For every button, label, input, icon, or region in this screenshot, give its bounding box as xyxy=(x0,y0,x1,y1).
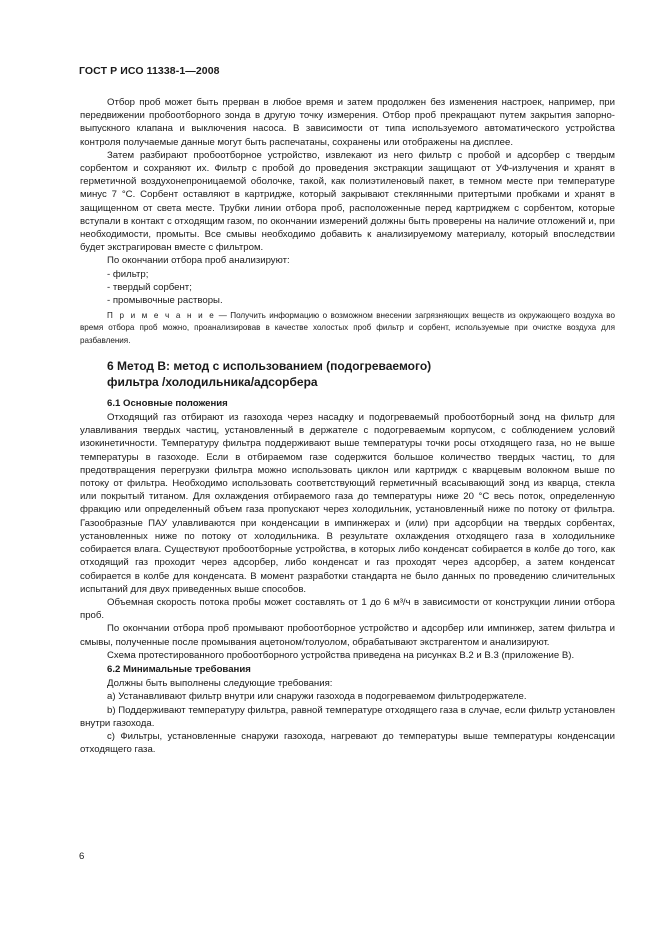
document-header: ГОСТ Р ИСО 11338-1—2008 xyxy=(79,65,220,77)
paragraph: Затем разбирают пробоотборное устройство, извлекают из него фильтр с пробой и адсорбер с твердым сорбентом и сохраняют их. Фильтр с пробой до проведения экстракции защищают от УФ-излучения и хранят в герметичной воздухонепроницаемой оболочке, такой, как полиэтиленовый пакет, в темном месте при температуре минус 7 °С. Сорбент оставляют в картридже, который закрывают стеклянными притертыми пробками и хранят в защищенном от света месте. Трубки линии отбора проб, расположенные перед картриджем с сорбентом, которые вступали в контакт с отходящим газом, по окончании измерений должны быть проверены на наличие отложений и, при необходимости, промыты. Все смывы необходимо добавить к анализируемому материалу, который впоследствии будет экстрагирован вместе с фильтром. xyxy=(80,149,615,254)
requirement-item: b) Поддерживают температуру фильтра, равной температуре отходящего газа в случае, если фильтр установлен внутри газохода. xyxy=(80,704,615,729)
section-heading-line1: 6 Метод В: метод с использованием (подогреваемого) xyxy=(107,358,432,373)
requirement-item: а) Устанавливают фильтр внутри или снаружи газохода в подогреваемом фильтродержателе. xyxy=(107,691,527,703)
list-item: - твердый сорбент; xyxy=(107,281,192,293)
paragraph: Схема протестированного пробоотборного устройства приведена на рисунках В.2 и В.3 (приложение В). xyxy=(107,649,575,661)
requirement-item: с) Фильтры, установленные снаружи газохода, нагревают до температуры выше температуры конденсации отходящего газа. xyxy=(80,730,615,756)
paragraph: Должны быть выполнены следующие требования: xyxy=(107,678,333,690)
paragraph: По окончании отбора проб анализируют: xyxy=(107,255,290,267)
list-item: - промывочные растворы. xyxy=(107,295,223,307)
subsection-heading: 6.2 Минимальные требования xyxy=(107,663,251,675)
main-content xyxy=(80,96,615,756)
section-heading xyxy=(80,358,615,390)
paragraph: Объемная скорость потока пробы может составлять от 1 до 6 м³/ч в зависимости от конструкции линии отбора проб. xyxy=(80,596,615,622)
section-heading-line2: фильтра /холодильника/адсорбера xyxy=(107,374,318,389)
page-number: 6 xyxy=(79,851,85,862)
paragraph: Отбор проб может быть прерван в любое время и затем продолжен без изменения настроек, например, при передвижении пробоотборного зонда в другую точку измерения. Отбор проб прекращают путем закрытия запорно-выпускного клапана и выключения насоса. В зависимости от типа используемого автоматического устройства контроля получаемые данные могут быть распечатаны, сохранены или отображены на дисплее. xyxy=(80,97,615,148)
subsection-heading: 6.1 Основные положения xyxy=(107,397,228,409)
note xyxy=(80,310,615,347)
paragraph: Отходящий газ отбирают из газохода через насадку и подогреваемый пробоотборный зонд на фильтр для улавливания твердых частиц, установленный в держателе с подогреваемым корпусом, с соблюдением условий изокинетичности. Температуру фильтра поддерживают выше температуры точки росы отходящего газа, но не выше температуры в газоходе. Если в отбираемом газе содержится большое количество твердых частиц, то для предотвращения перегрузки фильтра можно использовать циклон или картридж с кварцевым волокном выше по потоку от фильтра. Необходимо использовать соответствующий герметичный всасывающий зонд из кварца, стекла или покрытый титаном. Для охлаждения отбираемого газа до температуры ниже 20 °С весь поток, определенную фракцию или определенный объем газа пропускают через холодильник, установленный ниже по потоку от фильтра. Газообразные ПАУ улавливаются при конденсации в импинжерах и (или) при адсорбции на твердых сорбентах, установленных ниже по потоку от холодильника. В результате охлаждения отходящего газа в холодильнике собирается влага. Существуют пробоотборные устройства, в которых либо конденсат собирается в колбе до того, как отходящий газ проходит через адсорбер, либо конденсат и газ проходят через адсорбер, а затем конденсат собирается в колбе для конденсата. В момент разработки стандарта не было данных по проведению сличительных испытаний для двух приведенных выше способов. xyxy=(80,412,615,595)
note-text: — Получить информацию о возможном внесении загрязняющих веществ из окружающего воздуха во время отбора проб можно, проанализировав в качестве холостых проб фильтр и сорбент, используемые при очистке воздуха для разбавления. xyxy=(80,311,615,345)
list-item: - фильтр; xyxy=(107,268,149,280)
note-label: П р и м е ч а н и е xyxy=(107,311,216,321)
paragraph: По окончании отбора проб промывают пробоотборное устройство и адсорбер или импинжер, затем фильтра и смывы, полученные после промывания ацетоном/толуолом, обрабатывают экстрагентом и анализируют. xyxy=(80,623,615,648)
